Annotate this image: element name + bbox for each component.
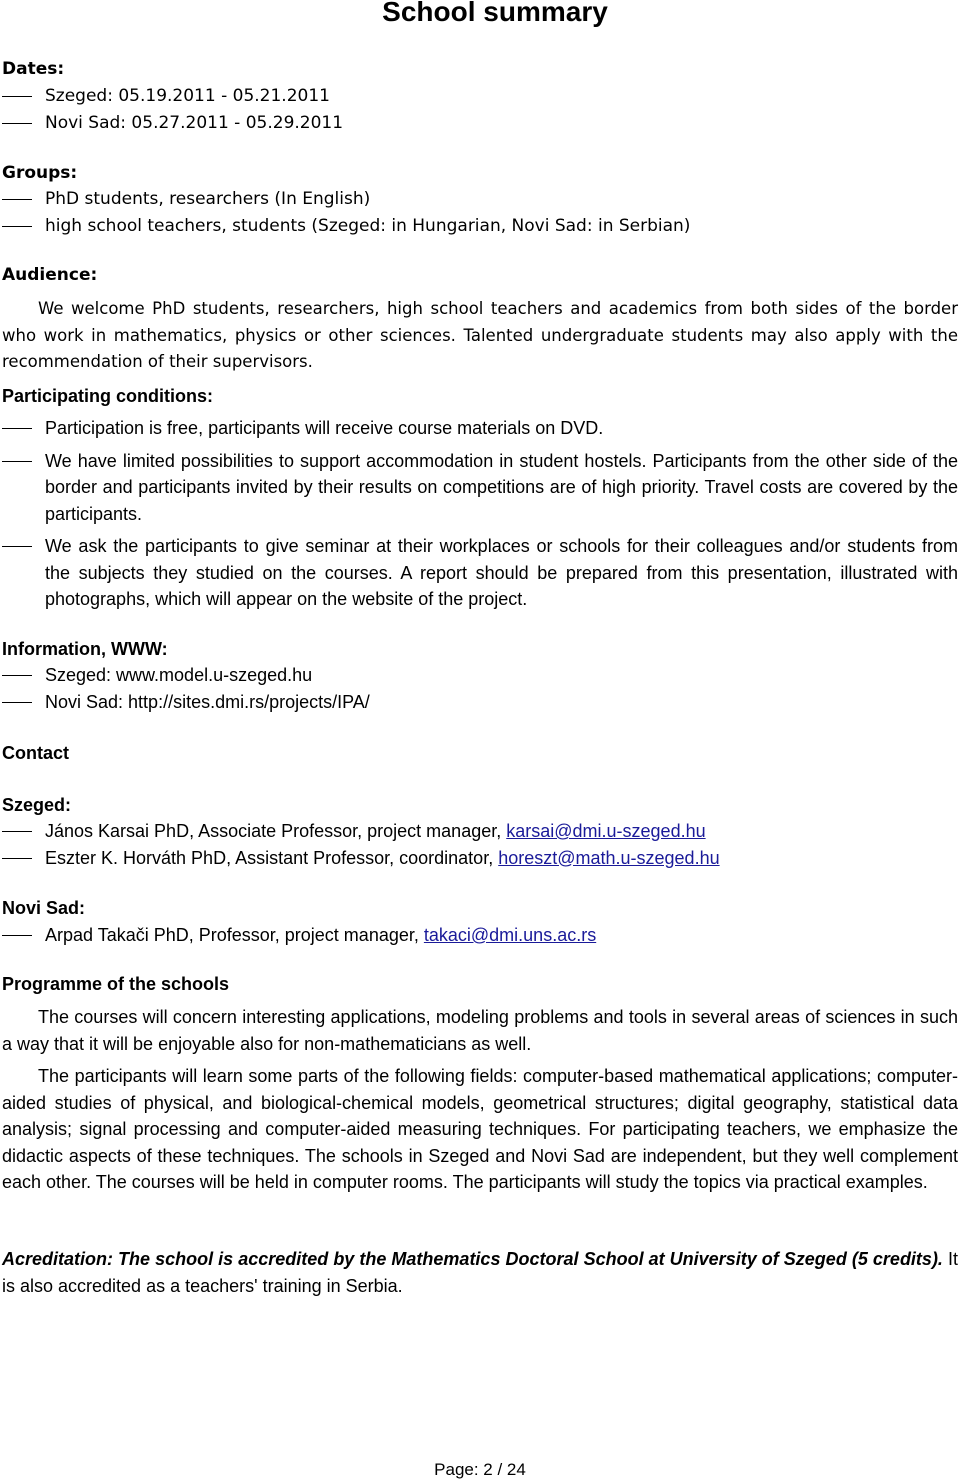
dash-bullet	[2, 831, 32, 832]
contact-person: Eszter K. Horváth PhD, Assistant Professor, coordinator,	[45, 847, 499, 868]
contact-novisad-heading: Novi Sad:	[2, 898, 86, 918]
condition-item: We have limited possibilities to support accommodation in student hostels. Participants from the other side of the border and participants invited by their results on competitions are of high priority. Travel costs are covered by the participants.	[45, 450, 958, 524]
contact-section	[2, 740, 958, 766]
info-list	[2, 662, 958, 715]
date-novisad: Novi Sad: 05.27.2011 - 05.29.2011	[45, 112, 344, 133]
audience-section	[2, 262, 958, 376]
list-item	[2, 415, 958, 442]
conditions-heading: Participating conditions:	[2, 386, 214, 406]
email-link[interactable]: horeszt@math.u-szeged.hu	[498, 847, 720, 868]
group-item: PhD students, researchers (In English)	[45, 189, 371, 209]
page-title: School summary	[382, 0, 608, 27]
dates-list	[2, 83, 958, 136]
list-item	[2, 110, 958, 137]
email-link[interactable]: takaci@dmi.uns.ac.rs	[423, 925, 597, 945]
info-szeged: Szeged: www.model.u-szeged.hu	[45, 665, 313, 685]
condition-item: Participation is free, participants will receive course materials on DVD.	[45, 418, 604, 438]
contact-szeged-section	[2, 792, 958, 871]
list-item	[2, 922, 958, 949]
list-item	[2, 186, 958, 213]
groups-section	[2, 160, 958, 239]
info-novisad: Novi Sad: http://sites.dmi.rs/projects/IPA/	[45, 691, 370, 712]
dates-section	[2, 56, 958, 136]
contact-person: János Karsai PhD, Associate Professor, project manager,	[45, 821, 507, 841]
list-item	[2, 662, 958, 689]
group-item: high school teachers, students (Szeged: in Hungarian, Novi Sad: in Serbian)	[45, 215, 691, 236]
list-item	[2, 448, 958, 528]
dash-bullet	[2, 96, 32, 97]
dash-bullet	[2, 935, 32, 936]
dash-bullet	[2, 461, 32, 462]
accreditation-bold: Acreditation: The school is accredited by the Mathematics Doctoral School at University of Szeged (5 credits).	[2, 1249, 943, 1269]
accreditation-section	[2, 1246, 958, 1299]
programme-paragraph-2: The participants will learn some parts of the following fields: computer-based mathematical applications; computer-aided studies of physical, and biological-chemical models, geometrical structures; digital geography, statistical data analysis; signal processing and computer-aided measuring techniques. For participating teachers, we emphasize the didactic aspects of these techniques. The schools in Szeged and Novi Sad are independent, but they well complement each other. The courses will be held in computer rooms. The participants will study the topics via practical examples.	[2, 1066, 958, 1192]
programme-heading: Programme of the schools	[2, 974, 230, 994]
date-szeged: Szeged: 05.19.2011 - 05.21.2011	[45, 86, 330, 106]
contact-szeged-list	[2, 818, 958, 871]
audience-heading: Audience:	[2, 265, 98, 285]
dash-bullet	[2, 858, 32, 859]
condition-item: We ask the participants to give seminar at their workplaces or schools for their colleagues and/or students from the subjects they studied on the courses. A report should be prepared from this presentation, illustrated with photographs, which will appear on the website of the project.	[45, 536, 958, 609]
accreditation-text	[2, 1246, 958, 1299]
list-item	[2, 818, 958, 845]
dash-bullet	[2, 546, 32, 547]
contact-novisad-list	[2, 922, 958, 949]
dash-bullet	[2, 702, 32, 703]
dash-bullet	[2, 675, 32, 676]
list-item	[2, 83, 958, 110]
contact-novisad-section	[2, 895, 958, 949]
conditions-section	[2, 383, 958, 613]
list-item	[2, 213, 958, 240]
dash-bullet	[2, 199, 32, 200]
page-number-footer: Page: 2 / 24	[434, 1460, 526, 1479]
dash-bullet	[2, 226, 32, 227]
info-heading: Information, WWW:	[2, 639, 168, 659]
conditions-list	[2, 415, 958, 613]
accreditation-rest: It is also accredited as a teachers' training in Serbia.	[2, 1249, 958, 1296]
dash-bullet	[2, 123, 32, 124]
groups-list	[2, 186, 958, 239]
dash-bullet	[2, 428, 32, 429]
audience-text: We welcome PhD students, researchers, high school teachers and academics from both sides of the border who work in mathematics, physics or other sciences. Talented undergraduate students may also apply with the recommendation of their supervisors.	[2, 299, 958, 371]
dates-heading: Dates:	[2, 59, 65, 79]
programme-section	[2, 971, 958, 1196]
list-item	[2, 845, 958, 872]
email-link[interactable]: karsai@dmi.u-szeged.hu	[506, 821, 706, 841]
list-item	[2, 533, 958, 613]
groups-heading: Groups:	[2, 163, 78, 183]
contact-szeged-heading: Szeged:	[2, 795, 72, 815]
contact-person: Arpad Takači PhD, Professor, project manager,	[45, 925, 424, 945]
info-section	[2, 636, 958, 715]
contact-heading: Contact	[2, 743, 69, 763]
programme-paragraph-1: The courses will concern interesting applications, modeling problems and tools in several areas of sciences in such a way that it will be enjoyable also for non-mathematicians as well.	[2, 1007, 958, 1054]
list-item	[2, 689, 958, 716]
